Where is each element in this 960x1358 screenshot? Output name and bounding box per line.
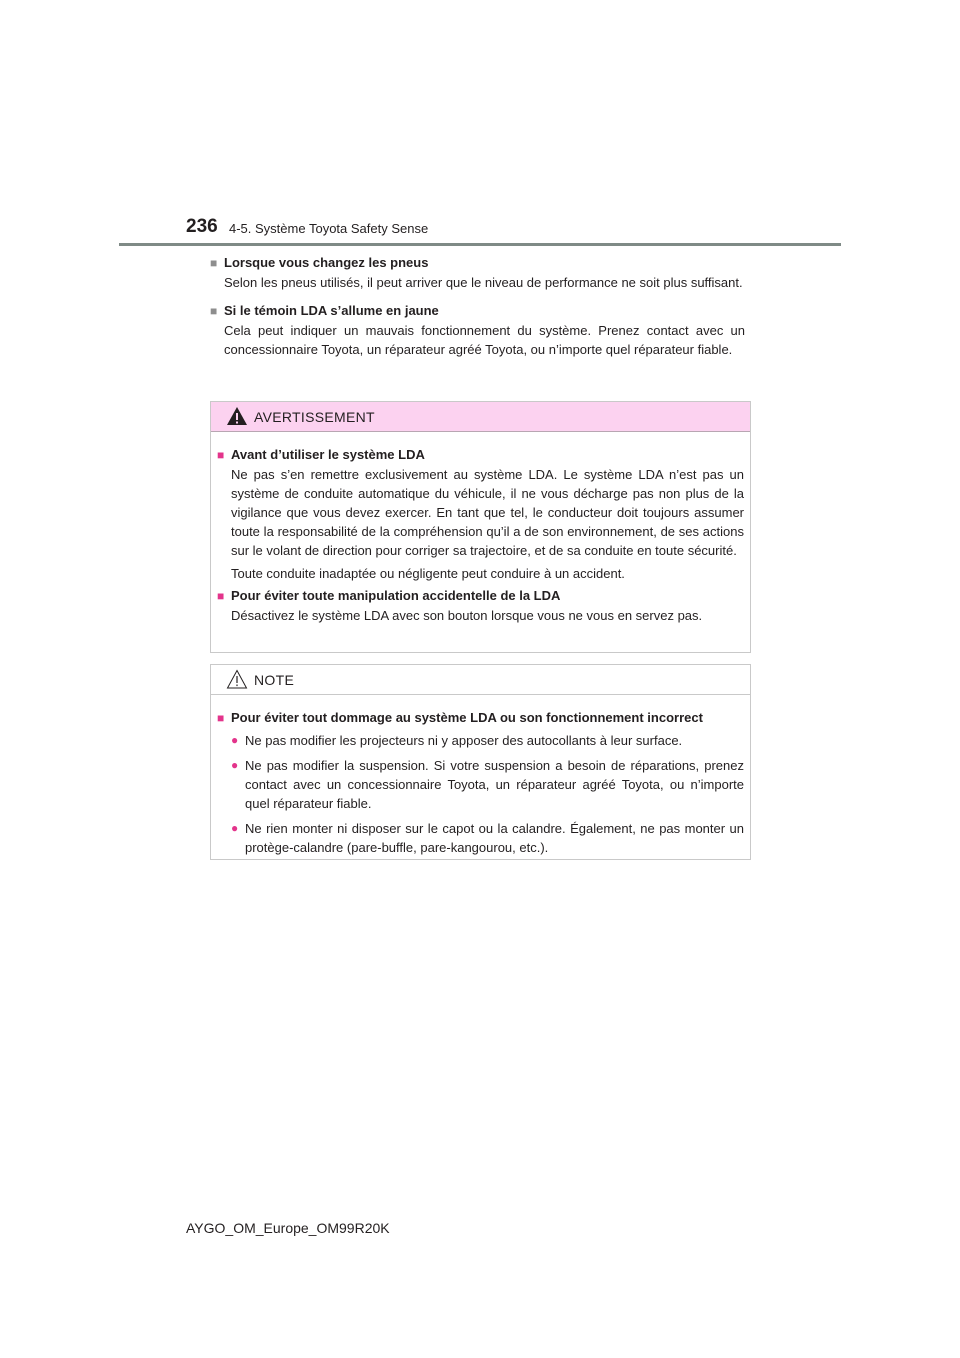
topic-tires xyxy=(210,253,751,292)
round-bullet-icon: ● xyxy=(231,758,239,772)
topic-body: Selon les pneus utilisés, il peut arriver que le niveau de performance ne soit plus suffisant. xyxy=(224,275,743,290)
note-bullet-text: Ne pas modifier les projecteurs ni y apposer des autocollants à leur surface. xyxy=(245,733,683,748)
square-bullet-icon: ■ xyxy=(217,589,225,603)
square-bullet-icon: ■ xyxy=(217,711,225,725)
warning-paragraph: Désactivez le système LDA avec son bouton lorsque vous ne vous en servez pas. xyxy=(231,608,703,623)
warning-label: AVERTISSEMENT xyxy=(254,409,375,425)
topic-heading: Lorsque vous changez les pneus xyxy=(224,255,429,270)
topic-body: Cela peut indiquer un mauvais fonctionnement du système. Prenez contact avec un concessionnaire Toyota, un réparateur agréé Toyota, ou n’importe quel réparateur fiable. xyxy=(224,323,745,357)
note-bullet-text: Ne pas modifier la suspension. Si votre suspension a besoin de réparations, prenez contact avec un concessionnaire Toyota, un réparateur agréé Toyota, ou n’importe quel réparateur fiable. xyxy=(245,758,744,811)
warning-paragraph: Toute conduite inadaptée ou négligente peut conduire à un accident. xyxy=(231,566,625,581)
warning-box xyxy=(210,401,751,653)
note-bullet xyxy=(231,819,744,857)
page-number: 236 xyxy=(186,216,218,237)
round-bullet-icon: ● xyxy=(231,821,239,835)
topic-heading: Si le témoin LDA s’allume en jaune xyxy=(224,303,439,318)
round-bullet-icon: ● xyxy=(231,733,239,747)
note-label: NOTE xyxy=(254,672,295,688)
warning-item-heading: Avant d’utiliser le système LDA xyxy=(231,447,425,462)
main-content xyxy=(210,253,751,359)
warning-item-before-use xyxy=(217,445,744,583)
footer-document-code: AYGO_OM_Europe_OM99R20K xyxy=(186,1220,390,1236)
header-rule xyxy=(119,243,841,246)
warning-item-heading: Pour éviter toute manipulation accidentelle de la LDA xyxy=(231,588,561,603)
square-bullet-icon: ■ xyxy=(217,448,225,462)
section-title: 4-5. Système Toyota Safety Sense xyxy=(229,221,429,236)
note-bullet-text: Ne rien monter ni disposer sur le capot ou la calandre. Également, ne pas monter un protège-calandre (pare-buffle, pare-kangourou, etc.). xyxy=(245,821,744,855)
square-bullet-icon: ■ xyxy=(210,304,218,318)
square-bullet-icon: ■ xyxy=(210,256,218,270)
warning-header xyxy=(211,402,750,432)
note-header xyxy=(211,665,750,695)
warning-item-accidental xyxy=(217,586,744,625)
note-heading: Pour éviter tout dommage au système LDA ou son fonctionnement incorrect xyxy=(231,710,703,725)
note-bullet xyxy=(231,756,744,813)
warning-paragraph: Ne pas s’en remettre exclusivement au système LDA. Le système LDA n’est pas un système de conduite automatique du véhicule, il ne vous décharge pas non plus de la vigilance que vous devez exercer. En tant que tel, le conducteur doit toujours assumer toute la responsabilité de la compréhension qu’il a de son environnement, de ses actions sur le volant de direction pour corriger sa trajectoire, et de sa conduite en toute sécurité. xyxy=(231,467,744,558)
caution-triangle-outline-icon xyxy=(226,669,248,689)
note-box xyxy=(210,664,751,860)
warning-body xyxy=(211,432,750,625)
note-bullet xyxy=(231,731,744,750)
topic-lda-indicator xyxy=(210,301,751,359)
note-body xyxy=(211,695,750,857)
warning-triangle-icon xyxy=(226,406,248,426)
